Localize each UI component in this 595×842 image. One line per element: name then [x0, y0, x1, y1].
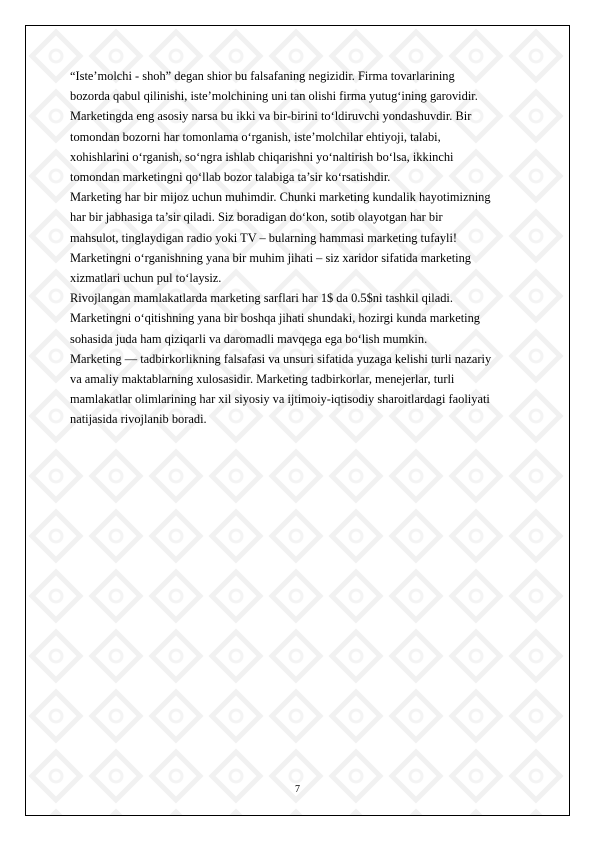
paragraph-line: Marketingda eng asosiy narsa bu ikki va bir-birini to‘ldiruvchi yondashuvdir. Bir: [70, 109, 472, 124]
paragraph-line: xizmatlari uchun pul to‘laysiz.: [70, 271, 222, 286]
paragraph-line: har bir jabhasiga ta’sir qiladi. Siz boradigan do‘kon, sotib olayotgan har bir: [70, 210, 443, 225]
paragraph-line: tomondan bozorni har tomonlama o‘rganish, iste’molchilar ehtiyoji, talabi,: [70, 129, 441, 144]
paragraph-line: sohasida juda ham qiziqarli va daromadli mavqega ega bo‘lish mumkin.: [70, 331, 428, 346]
paragraph-line: bozorda qabul qilinishi, iste’molchining uni tan olishi firma yutug‘ining garovidir.: [70, 89, 478, 104]
paragraph-line: tomondan marketingni qo‘llab bozor talabiga ta’sir ko‘rsatishdir.: [70, 170, 391, 185]
paragraph-line: xohishlarini o‘rganish, so‘ngra ishlab chiqarishni yo‘naltirish bo‘lsa, ikkinchi: [70, 149, 454, 164]
paragraph-line: “Iste’molchi - shoh” degan shior bu falsafaning negizidir. Firma tovarlarining: [70, 69, 455, 83]
paragraph-line: Rivojlangan mamlakatlarda marketing sarflari har 1$ da 0.5$ni tashkil qiladi.: [70, 291, 453, 306]
paragraph-line: mahsulot, tinglaydigan radio yoki TV – bularning hammasi marketing tufayli!: [70, 230, 458, 245]
paragraph-line: Marketingni o‘rganishning yana bir muhim jihati – siz xaridor sifatida marketing: [70, 250, 472, 265]
paragraph-line: Marketing har bir mijoz uchun muhimdir. Chunki marketing kundalik hayotimizning: [70, 190, 491, 205]
paragraph-line: Marketing — tadbirkorlikning falsafasi va unsuri sifatida yuzaga kelishi turli nazariy: [70, 351, 492, 366]
page-number: 7: [295, 784, 300, 795]
paragraph-line: natijasida rivojlanib boradi.: [70, 412, 207, 427]
paragraph-line: mamlakatlar olimlarining har xil siyosiy va ijtimoiy-iqtisodiy sharoitlardagi faoliyati: [70, 392, 490, 407]
document-body: [70, 66, 550, 430]
paragraph-line: Marketingni o‘qitishning yana bir boshqa jihati shundaki, hozirgi kunda marketing: [70, 311, 480, 326]
paragraph-line: va amaliy maktablarning xulosasidir. Marketing tadbirkorlar, menejerlar, turli: [70, 372, 455, 387]
